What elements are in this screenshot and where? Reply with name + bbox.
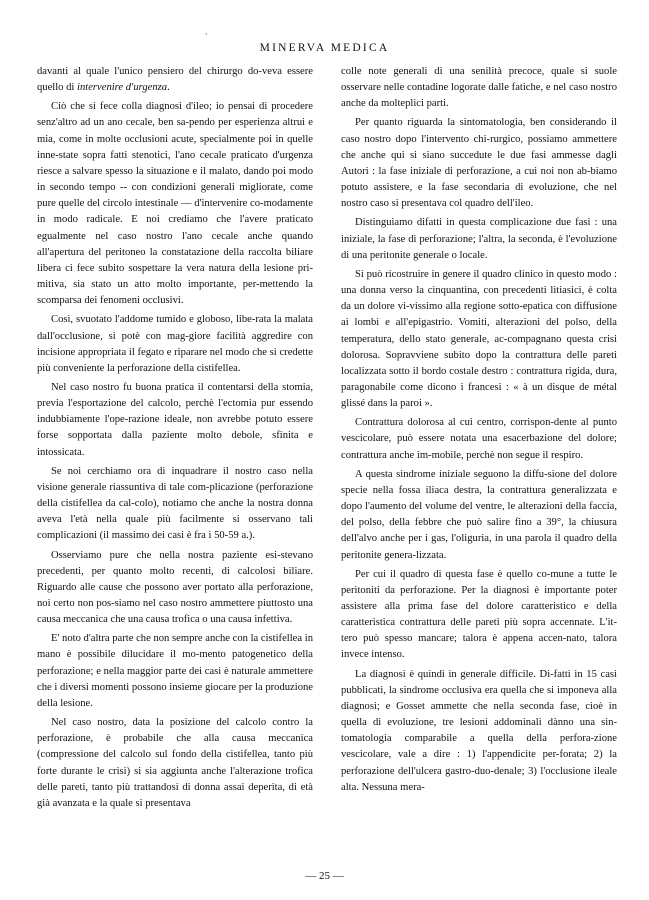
paragraph: Si può ricostruire in genere il quadro clinico in questo modo : una donna verso la cinquantina, con precedenti litiasici, è colta da un dolore vi-vissimo alla regione sotto-epatica con diffusione ai lombi e all'epigastrio. Vomiti, alterazioni del polso, della temperatura, dello stato generale, ac-compagnano questa crisi dolorosa. Sopravviene subito dopo la contrattura delle pareti localizzata sotto il bordo costale destro : contrattura rigida, dura, paragonabile come dicono i francesi : « à un disque de métal glissé dans la paroi ». xyxy=(341,268,617,410)
paragraph: Contrattura dolorosa al cui centro, corrispon-dente al punto vescicolare, può essere notata una esacerbazione del dolore; contrattura anche im-mobile, perchè non segue il respiro. xyxy=(341,417,617,461)
header-dot: · xyxy=(205,30,208,39)
paragraph: Per quanto riguarda la sintomatologia, ben considerando il caso nostro dopo l'intervento chi-rurgico, possiamo ammettere che anche qui si siano succedute le due fasi ammesse dagli Autori : la fase iniziale di perforazione, a cui noi non ab-biamo potuto assistere, e la fase secondaria di evoluzione, che nel nostro caso si presentava col quadro dell'ileo. xyxy=(341,117,617,210)
paragraph: A questa sindrome iniziale seguono la diffu-sione del dolore specie nella fossa iliaca destra, la contrattura generalizzata e dopo l'aumento del volume del ventre, le alterazioni della faccia, del polso, della febbre che può salire fino a 39°, la chiusura dell'alvo anche per i gas, l'oliguria, in una parola il quadro della peritonite genera-lizzata. xyxy=(341,468,617,561)
paragraph: La diagnosi è quindi in generale difficile. Di-fatti in 15 casi pubblicati, la sindrome occlusiva era quella che si imponeva alla diagnosi; e Gosset ammette che nella seconda fase, cioè in quella di evoluzione, tre lesioni addominali dànno una sin-tomatologia comparabile a quella della perfora-zione vescicolare, vale a dire : 1) l'appendicite per-forata; 2) la perforazione dell'ulcera gastro-duo-denale; 3) l'occlusione ileale alta. Nessuna mera- xyxy=(341,668,617,793)
paragraph: Osserviamo pure che nella nostra paziente esi-stevano precedenti, per quanto molto recenti, di calcolosi biliare. Riguardo alle cause che possono aver portato alla perforazione, noi certo non pos-siamo nel caso nostro ammettere piuttosto una causa meccanica che una causa trofica o una causa infettiva. xyxy=(37,549,313,626)
paragraph: davanti al quale l'unico pensiero del chirurgo do-veva essere quello di intervenire d'urgenza. xyxy=(37,66,313,94)
paragraph: Così, svuotato l'addome tumido e globoso, libe-rata la malata dall'occlusione, si potè con mag-giore facilità aggredire con incisione appropriata il fegato e riparare nel modo che si credette più conveniente la perforazione della cistifellea. xyxy=(37,314,313,374)
left-column xyxy=(37,64,313,812)
paragraph: Per cui il quadro di questa fase è quello co-mune a tutte le peritoniti da perforazione. Per la diagnosi è importante poter assistere alla prima fase del dolore caratteristico e della caratteristica contrattura delle pareti più sopra accennate. L'it-tero può spesso mancare; talora è appena accen-nato, talora invece intenso. xyxy=(341,568,617,661)
paragraph: Distinguiamo difatti in questa complicazione due fasi : una iniziale, la fase di perforazione; l'altra, la seconda, è l'evoluzione di una peritonite generale o locale. xyxy=(341,217,617,261)
paragraph: Nel caso nostro, data la posizione del calcolo contro la perforazione, è probabile che alla causa meccanica (compressione del calcolo sul fondo della cistifellea, tanto più forte durante le crisi) si sia aggiunta anche l'alterazione trofica delle pareti, tanto più trattandosi di donna assai deperita, di età già avanzata e la quale si presentava xyxy=(37,717,313,809)
paragraph: Nel caso nostro fu buona pratica il contentarsi della stomia, previa l'esportazione del calcolo, perchè l'ectomia pur essendo indubbiamente l'ope-razione ideale, non avrebbe potuto essere forse sopportata dalla paziente molto debole, sfinita e intossicata. xyxy=(37,381,313,458)
paragraph: Ciò che si fece colla diagnosi d'ileo; io pensai di procedere senz'altro ad un ano cecale, ben sa-pendo per esperienza altrui e mia, come in molte occlusioni acute, specialmente poi in quelle inne-state sopra fatti stenotici, l'ano cecale praticato d'urgenza riesce a salvare spesso la situazione e il malato, dando poi modo in secondo tempo -- con condizioni generali migliorate, come pure quelle del circolo intestinale — d'intervenire co-modamente in modo radicale. E noi crediamo che l'avere praticato egualmente nel caso nostro l'ano cecale anche quando all'apertura del peritoneo la constatazione della raccolta biliare libera ci fece subito sospettare la vera natura della lesione pri-mitiva, sia stato un atto molto importante, per-mettendo la scomparsa dei fenomeni occlusivi. xyxy=(37,101,313,307)
right-column xyxy=(341,64,617,796)
page-number: — 25 — xyxy=(305,870,344,882)
paragraph: E' noto d'altra parte che non sempre anche con la cistifellea in mano è possibile dilucidare il mo-mento patogenetico della perforazione; e nella maggior parte dei casi è naturale ammettere che i diversi momenti possono insieme giocare per la produzione della lesione. xyxy=(37,633,313,709)
paragraph: colle note generali di una senilità precoce, quale si suole osservare nelle contadine logorate dalle fatiche, e nel caso nostro anche da molteplici parti. xyxy=(341,66,617,110)
running-header: MINERVA MEDICA xyxy=(259,42,390,54)
paragraph: Se noi cerchiamo ora di inquadrare il nostro caso nella visione generale riassuntiva di tale com-plicazione (perforazione della cistifellea da cal-colo), notiamo che anche la nostra donna aveva l'età nella quale più facilmente si osservano tali complicazioni (il massimo dei casi è fra i 50-59 a.). xyxy=(37,465,313,542)
